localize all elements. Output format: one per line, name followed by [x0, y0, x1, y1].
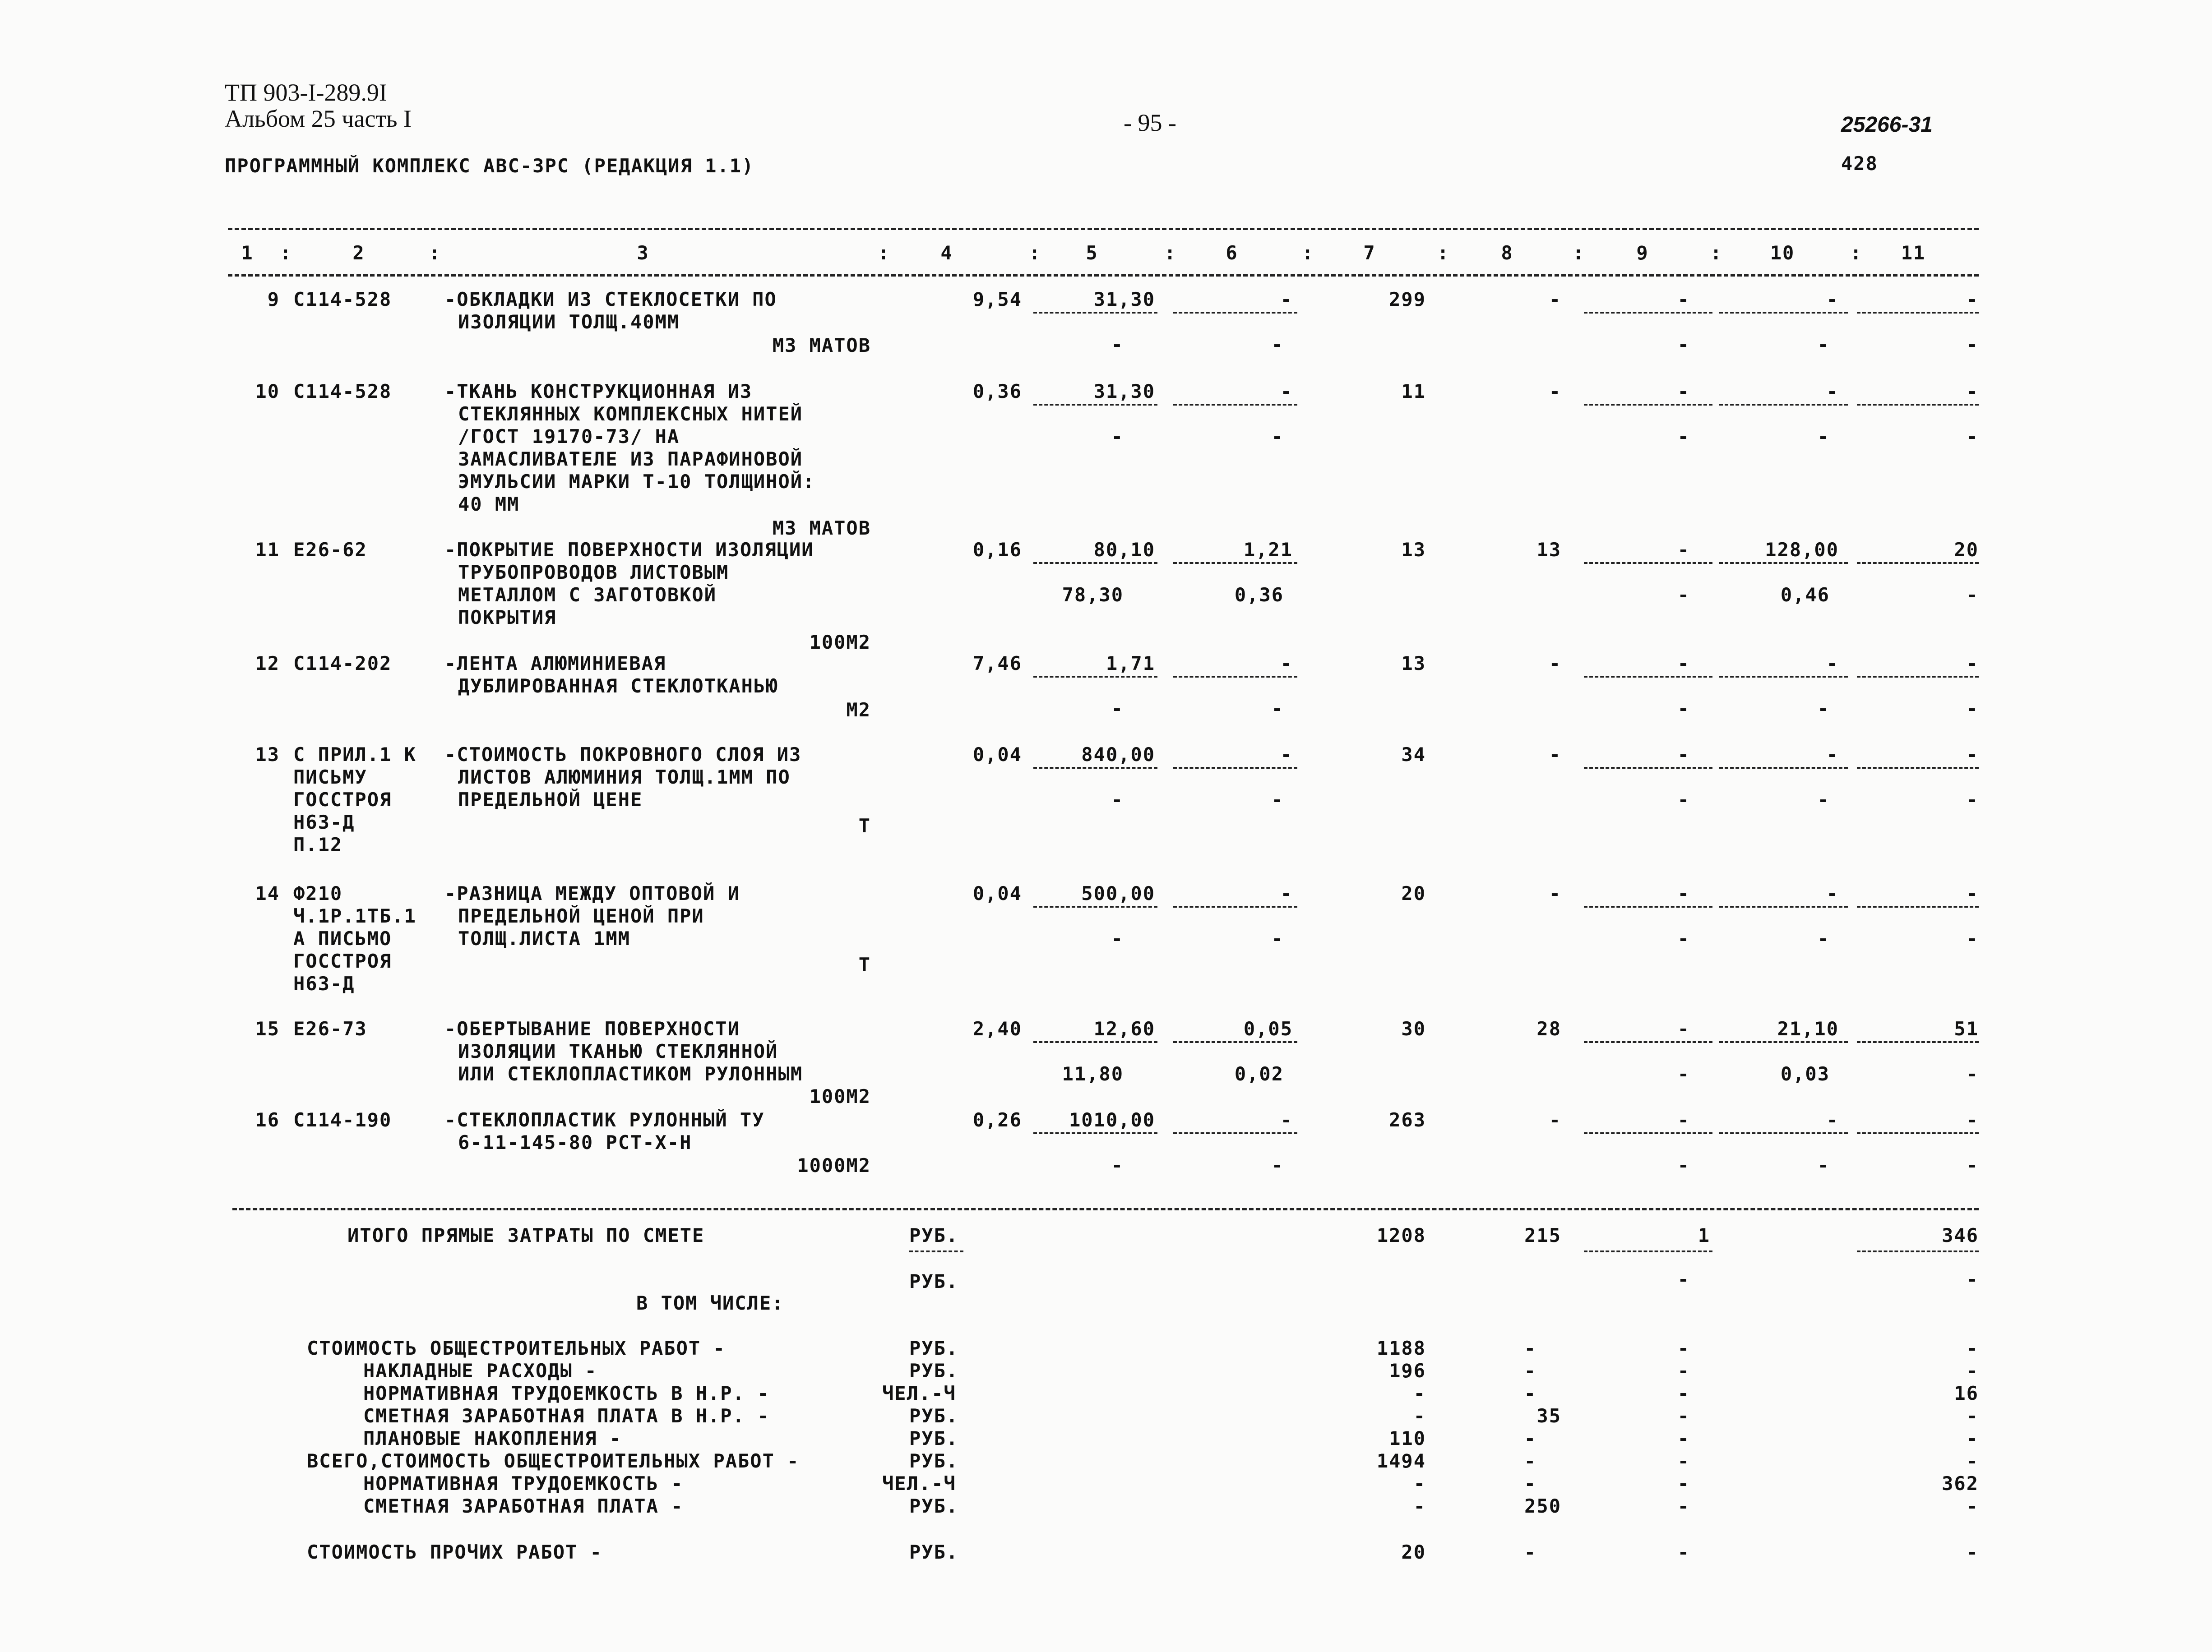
row-wages: - [1549, 743, 1561, 766]
total-c11: 346 [1942, 1224, 1979, 1246]
total-c8: 215 [1524, 1224, 1561, 1246]
row-divider [1584, 1041, 1712, 1043]
row-c10-value: - [1826, 1109, 1839, 1131]
row-code: C114-202 [293, 652, 392, 674]
summary-c9: - [1677, 1427, 1690, 1449]
row-number: 16 [255, 1109, 280, 1131]
row-c11-value: 51 [1954, 1018, 1979, 1040]
summary-c8: - [1524, 1472, 1536, 1495]
row-unit: 100М2 [809, 631, 871, 653]
column-number-8: 8 [1501, 242, 1513, 264]
row-description: ЭМУЛЬСИИ МАРКИ Т-10 ТОЛЩИНОЙ: [458, 471, 815, 493]
summary-unit: РУБ. [909, 1541, 959, 1563]
row-c11-value: - [1966, 882, 1979, 904]
row-code: C114-528 [293, 380, 392, 402]
row-c9-value: - [1677, 1109, 1690, 1131]
row-divider [1857, 676, 1979, 678]
row-unit: М3 МАТОВ [772, 334, 871, 356]
row-code: П.12 [293, 834, 343, 856]
row-c10-sub: - [1817, 697, 1830, 720]
summary-label: СТОИМОСТЬ ПРОЧИХ РАБОТ - [307, 1541, 602, 1563]
row-c11-value: - [1966, 652, 1979, 674]
row-code: ГОССТРОЯ [293, 950, 392, 972]
column-number-5: 5 [1086, 242, 1098, 264]
summary-c8: 35 [1536, 1405, 1561, 1427]
summary-c7: 1188 [1376, 1337, 1426, 1359]
row-unit-price-sub: - [1111, 1154, 1124, 1176]
summary-c8: - [1524, 1337, 1536, 1359]
summary-c11: 16 [1954, 1382, 1979, 1404]
row-c10-value: - [1826, 288, 1839, 310]
row-c11-value: - [1966, 380, 1979, 402]
row-quantity: 0,26 [972, 1109, 1022, 1131]
column-separator: : [1850, 242, 1863, 264]
row-quantity: 0,04 [972, 743, 1022, 766]
row-number: 9 [267, 288, 280, 310]
row-c10-sub: - [1817, 928, 1830, 950]
row-divider [1719, 1041, 1848, 1043]
row-divider [1173, 767, 1297, 769]
row-wages: - [1549, 882, 1561, 904]
summary-c7: 1494 [1376, 1450, 1426, 1472]
row-unit-price-sub: 78,30 [1062, 584, 1124, 606]
column-number-3: 3 [637, 242, 649, 264]
row-unit-price: 12,60 [1093, 1018, 1155, 1040]
row-total: 13 [1401, 539, 1426, 561]
row-divider [1857, 312, 1979, 314]
row-c9-sub: - [1677, 697, 1690, 720]
row-description: 6-11-145-80 РСТ-Х-Н [458, 1131, 692, 1154]
row-wages: 13 [1536, 539, 1561, 561]
row-quantity: 2,40 [972, 1018, 1022, 1040]
summary-label: СМЕТНАЯ ЗАРАБОТНАЯ ПЛАТА В Н.Р. - [363, 1405, 770, 1427]
row-number: 14 [255, 882, 280, 904]
row-description: /ГОСТ 19170-73/ НА [458, 425, 680, 448]
header-bottom-rule [228, 274, 1979, 277]
row-total: 20 [1401, 882, 1426, 904]
summary-label: ВСЕГО,СТОИМОСТЬ ОБЩЕСТРОИТЕЛЬНЫХ РАБОТ - [307, 1450, 800, 1472]
row-c9-value: - [1677, 743, 1690, 766]
summary-label: ПЛАНОВЫЕ НАКОПЛЕНИЯ - [363, 1427, 622, 1449]
row-description: ИЗОЛЯЦИИ ТОЛЩ.40ММ [458, 311, 680, 333]
row-divider [1584, 676, 1712, 678]
column-separator: : [1302, 242, 1314, 264]
summary-c11: - [1966, 1337, 1979, 1359]
row-unit-price-sub: - [1111, 333, 1124, 355]
column-separator: : [429, 242, 441, 264]
row-quantity: 9,54 [972, 288, 1022, 310]
row-number: 11 [255, 539, 280, 561]
row-number: 15 [255, 1018, 280, 1040]
row-code: ПИСЬМУ [293, 766, 367, 788]
row-total: 299 [1389, 288, 1426, 310]
summary-c9: - [1677, 1405, 1690, 1427]
summary-label: НОРМАТИВНАЯ ТРУДОЕМКОСТЬ В Н.Р. - [363, 1382, 770, 1404]
summary-c9: - [1677, 1450, 1690, 1472]
row-unit-price: 1010,00 [1069, 1109, 1155, 1131]
summary-unit: РУБ. [909, 1450, 959, 1472]
row-divider [1033, 1132, 1157, 1134]
row-divider [1584, 906, 1712, 908]
summary-c9: - [1677, 1337, 1690, 1359]
row-c10-value: - [1826, 380, 1839, 402]
row-unit-price: 31,30 [1093, 288, 1155, 310]
row-divider [1033, 676, 1157, 678]
row-c6-sub: - [1271, 1154, 1284, 1176]
row-c6-value: - [1280, 743, 1293, 766]
row-c10-sub: - [1817, 425, 1830, 448]
row-total: 263 [1389, 1109, 1426, 1131]
row-c11-sub: - [1966, 789, 1979, 811]
row-description: -ОБКЛАДКИ ИЗ СТЕКЛОСЕТКИ ПО [444, 288, 777, 310]
row-divider [1719, 312, 1848, 314]
row-c6-sub: 0,02 [1234, 1063, 1284, 1085]
summary-c7: - [1413, 1472, 1426, 1495]
row-code: C ПРИЛ.1 К [293, 743, 416, 766]
row-c6-value: - [1280, 380, 1293, 402]
summary-c9: - [1677, 1472, 1690, 1495]
row-c11-sub: - [1966, 697, 1979, 720]
row-c6-sub: - [1271, 789, 1284, 811]
row-c6-sub: 0,36 [1234, 584, 1284, 606]
row-c9-value: - [1677, 1018, 1690, 1040]
row-c6-value: 0,05 [1243, 1018, 1293, 1040]
row-description: 40 ММ [458, 493, 520, 515]
row-c11-sub: - [1966, 1154, 1979, 1176]
total-c11-underline [1857, 1251, 1979, 1252]
row-number: 13 [255, 743, 280, 766]
row-c10-sub: - [1817, 333, 1830, 355]
row-divider [1033, 404, 1157, 406]
column-number-7: 7 [1363, 242, 1376, 264]
row-description: МЕТАЛЛОМ С ЗАГОТОВКОЙ [458, 584, 717, 606]
row-divider [1857, 906, 1979, 908]
column-number-10: 10 [1770, 242, 1795, 264]
row-description: ИЛИ СТЕКЛОПЛАСТИКОМ РУЛОННЫМ [458, 1063, 803, 1085]
summary-unit: РУБ. [909, 1337, 959, 1359]
row-description: -ТКАНЬ КОНСТРУКЦИОННАЯ ИЗ [444, 380, 753, 402]
summary-c7: 110 [1389, 1427, 1426, 1449]
column-separator: : [1029, 242, 1041, 264]
summary-c8: - [1524, 1450, 1536, 1472]
total-c7: 1208 [1376, 1224, 1426, 1246]
sheet-number: 428 [1841, 152, 1878, 175]
row-code: ГОССТРОЯ [293, 789, 392, 811]
row-code: Ф210 [293, 882, 343, 904]
summary-c11: 362 [1942, 1472, 1979, 1495]
row-c9-sub: - [1677, 928, 1690, 950]
row-c6-value: 1,21 [1243, 539, 1293, 561]
row-unit-price: 840,00 [1081, 743, 1155, 766]
row-description: ЗАМАСЛИВАТЕЛЕ ИЗ ПАРАФИНОВОЙ [458, 448, 803, 470]
row-c9-sub: - [1677, 789, 1690, 811]
column-separator: : [280, 242, 292, 264]
summary-c7: 20 [1401, 1541, 1426, 1563]
row-description: -ПОКРЫТИЕ ПОВЕРХНОСТИ ИЗОЛЯЦИИ [444, 539, 814, 561]
row-c6-value: - [1280, 882, 1293, 904]
row-description: ИЗОЛЯЦИИ ТКАНЬЮ СТЕКЛЯННОЙ [458, 1040, 778, 1062]
row-unit: М3 МАТОВ [772, 517, 871, 539]
row-c9-value: - [1677, 539, 1690, 561]
row-divider [1033, 767, 1157, 769]
row-unit-price-sub: - [1111, 789, 1124, 811]
summary-label: НОРМАТИВНАЯ ТРУДОЕМКОСТЬ - [363, 1472, 684, 1495]
summary-c7: - [1413, 1405, 1426, 1427]
column-separator: : [1437, 242, 1450, 264]
row-number: 10 [255, 380, 280, 402]
summary-label: НАКЛАДНЫЕ РАСХОДЫ - [363, 1360, 597, 1382]
sub-unit: РУБ. [909, 1270, 959, 1292]
row-divider [1173, 906, 1297, 908]
row-c10-sub: - [1817, 1154, 1830, 1176]
summary-c9: - [1677, 1382, 1690, 1404]
summary-c9: - [1677, 1495, 1690, 1517]
row-c11-sub: - [1966, 1063, 1979, 1085]
row-c11-sub: - [1966, 333, 1979, 355]
row-wages: 28 [1536, 1018, 1561, 1040]
summary-unit: РУБ. [909, 1427, 959, 1449]
row-description: -СТОИМОСТЬ ПОКРОВНОГО СЛОЯ ИЗ [444, 743, 802, 766]
row-c10-sub: 0,46 [1780, 584, 1830, 606]
row-divider [1857, 1041, 1979, 1043]
row-quantity: 0,04 [972, 882, 1022, 904]
summary-c11: - [1966, 1541, 1979, 1563]
row-wages: - [1549, 288, 1561, 310]
row-c9-sub: - [1677, 333, 1690, 355]
row-c10-sub: 0,03 [1780, 1063, 1830, 1085]
row-divider [1173, 676, 1297, 678]
row-divider [1173, 1132, 1297, 1134]
column-separator: : [1573, 242, 1585, 264]
summary-label: СТОИМОСТЬ ОБЩЕСТРОИТЕЛЬНЫХ РАБОТ - [307, 1337, 726, 1359]
row-unit-price-sub: 11,80 [1062, 1063, 1124, 1085]
table-end-rule [232, 1208, 1979, 1210]
row-c11-value: - [1966, 288, 1979, 310]
row-c9-sub: - [1677, 1063, 1690, 1085]
summary-label: СМЕТНАЯ ЗАРАБОТНАЯ ПЛАТА - [363, 1495, 684, 1517]
summary-c8: 250 [1524, 1495, 1561, 1517]
row-divider [1033, 1041, 1157, 1043]
row-quantity: 0,16 [972, 539, 1022, 561]
row-code: E26-73 [293, 1018, 367, 1040]
row-total: 11 [1401, 380, 1426, 402]
row-c9-value: - [1677, 288, 1690, 310]
column-separator: : [1164, 242, 1177, 264]
summary-c11: - [1966, 1405, 1979, 1427]
summary-unit: РУБ. [909, 1405, 959, 1427]
row-divider [1584, 404, 1712, 406]
total-unit: РУБ. [909, 1224, 959, 1246]
row-c11-sub: - [1966, 425, 1979, 448]
row-divider [1584, 1132, 1712, 1134]
album-label: Альбом 25 часть I [225, 105, 412, 132]
row-unit-price-sub: - [1111, 425, 1124, 448]
total-c9-underline [1584, 1251, 1712, 1252]
row-wages: - [1549, 1109, 1561, 1131]
row-divider [1584, 312, 1712, 314]
row-divider [1584, 562, 1712, 564]
row-divider [1173, 562, 1297, 564]
summary-c8: - [1524, 1541, 1536, 1563]
column-number-6: 6 [1226, 242, 1238, 264]
row-unit-price: 1,71 [1106, 652, 1155, 674]
row-description: -РАЗНИЦА МЕЖДУ ОПТОВОЙ И [444, 882, 740, 904]
row-c9-sub: - [1677, 425, 1690, 448]
column-number-11: 11 [1901, 242, 1926, 264]
column-separator: : [1710, 242, 1723, 264]
row-wages: - [1549, 380, 1561, 402]
summary-c8: - [1524, 1360, 1536, 1382]
column-number-4: 4 [940, 242, 953, 264]
row-c11-sub: - [1966, 928, 1979, 950]
row-c10-value: 128,00 [1765, 539, 1839, 561]
summary-c9: - [1677, 1360, 1690, 1382]
row-divider [1857, 1132, 1979, 1134]
summary-c7: - [1413, 1495, 1426, 1517]
summary-c11: - [1966, 1495, 1979, 1517]
row-unit-price: 80,10 [1093, 539, 1155, 561]
row-quantity: 0,36 [972, 380, 1022, 402]
row-description: -ЛЕНТА АЛЮМИНИЕВАЯ [444, 652, 666, 674]
row-description: ПОКРЫТИЯ [458, 606, 557, 628]
row-divider [1719, 767, 1848, 769]
sub-c11: - [1966, 1268, 1979, 1290]
row-divider [1033, 562, 1157, 564]
inventory-number: 25266-31 [1841, 113, 1933, 137]
summary-c11: - [1966, 1360, 1979, 1382]
program-title: ПРОГРАММНЫЙ КОМПЛЕКС АВС-3РС (РЕДАКЦИЯ 1.1) [225, 155, 754, 177]
row-description: ПРЕДЕЛЬНОЙ ЦЕНЕ [458, 789, 643, 811]
row-c6-sub: - [1271, 697, 1284, 720]
summary-c7: - [1413, 1382, 1426, 1404]
row-code: C114-190 [293, 1109, 392, 1131]
row-c9-sub: - [1677, 1154, 1690, 1176]
summary-c8: - [1524, 1382, 1536, 1404]
row-description: СТЕКЛЯННЫХ КОМПЛЕКСНЫХ НИТЕЙ [458, 403, 803, 425]
row-divider [1719, 906, 1848, 908]
row-c9-value: - [1677, 380, 1690, 402]
summary-c7: 196 [1389, 1360, 1426, 1382]
row-c6-sub: - [1271, 928, 1284, 950]
row-code: C114-528 [293, 288, 392, 310]
doc-code: ТП 903-I-289.9I [225, 79, 387, 106]
row-c10-sub: - [1817, 789, 1830, 811]
including-label: В ТОМ ЧИСЛЕ: [636, 1292, 784, 1314]
row-divider [1584, 767, 1712, 769]
row-unit-price: 500,00 [1081, 882, 1155, 904]
total-c9: 1 [1698, 1224, 1710, 1246]
column-number-2: 2 [352, 242, 365, 264]
row-divider [1719, 562, 1848, 564]
summary-unit: РУБ. [909, 1495, 959, 1517]
header-top-rule [228, 228, 1979, 230]
row-wages: - [1549, 652, 1561, 674]
row-c6-value: - [1280, 288, 1293, 310]
row-unit: Т [858, 954, 871, 976]
summary-unit: ЧЕЛ.-Ч [882, 1382, 956, 1404]
row-unit-price-sub: - [1111, 928, 1124, 950]
row-code: Н63-Д [293, 973, 355, 995]
summary-c8: - [1524, 1427, 1536, 1449]
row-description: ТОЛЩ.ЛИСТА 1ММ [458, 928, 631, 950]
row-description: -ОБЕРТЫВАНИЕ ПОВЕРХНОСТИ [444, 1018, 740, 1040]
row-total: 34 [1401, 743, 1426, 766]
row-divider [1173, 404, 1297, 406]
sub-c9: - [1677, 1268, 1690, 1290]
row-total: 30 [1401, 1018, 1426, 1040]
summary-c11: - [1966, 1450, 1979, 1472]
row-divider [1857, 767, 1979, 769]
row-divider [1173, 1041, 1297, 1043]
summary-c11: - [1966, 1427, 1979, 1449]
column-separator: : [878, 242, 890, 264]
row-quantity: 7,46 [972, 652, 1022, 674]
row-c9-value: - [1677, 882, 1690, 904]
row-number: 12 [255, 652, 280, 674]
row-description: ЛИСТОВ АЛЮМИНИЯ ТОЛЩ.1ММ ПО [458, 766, 791, 788]
row-unit-price: 31,30 [1093, 380, 1155, 402]
row-c9-sub: - [1677, 584, 1690, 606]
row-divider [1173, 312, 1297, 314]
row-divider [1719, 676, 1848, 678]
row-c11-sub: - [1966, 584, 1979, 606]
row-c6-sub: - [1271, 425, 1284, 448]
row-code: А ПИСЬМО [293, 928, 392, 950]
row-c10-value: - [1826, 652, 1839, 674]
row-c10-value: 21,10 [1777, 1018, 1839, 1040]
row-unit: Т [858, 815, 871, 837]
row-description: ДУБЛИРОВАННАЯ СТЕКЛОТКАНЬЮ [458, 675, 778, 697]
row-divider [1033, 906, 1157, 908]
summary-unit: ЧЕЛ.-Ч [882, 1472, 956, 1495]
row-code: E26-62 [293, 539, 367, 561]
total-unit-underline [909, 1251, 963, 1252]
row-unit-price-sub: - [1111, 697, 1124, 720]
row-c9-value: - [1677, 652, 1690, 674]
page-number: - 95 - [1124, 109, 1176, 136]
summary-c9: - [1677, 1541, 1690, 1563]
row-unit: 100М2 [809, 1085, 871, 1107]
row-c6-value: - [1280, 1109, 1293, 1131]
row-c6-sub: - [1271, 333, 1284, 355]
row-total: 13 [1401, 652, 1426, 674]
row-c11-value: 20 [1954, 539, 1979, 561]
row-c10-value: - [1826, 743, 1839, 766]
row-divider [1857, 404, 1979, 406]
row-code: Ч.1Р.1ТБ.1 [293, 905, 416, 927]
row-code: Н63-Д [293, 811, 355, 833]
row-description: ПРЕДЕЛЬНОЙ ЦЕНОЙ ПРИ [458, 905, 704, 927]
row-c6-value: - [1280, 652, 1293, 674]
row-c11-value: - [1966, 1109, 1979, 1131]
column-number-1: 1 [241, 242, 254, 264]
row-c11-value: - [1966, 743, 1979, 766]
row-unit: 1000М2 [797, 1154, 871, 1177]
row-divider [1857, 562, 1979, 564]
row-divider [1033, 312, 1157, 314]
row-unit: М2 [846, 699, 871, 721]
row-c10-value: - [1826, 882, 1839, 904]
row-divider [1719, 404, 1848, 406]
summary-unit: РУБ. [909, 1360, 959, 1382]
row-divider [1719, 1132, 1848, 1134]
column-number-9: 9 [1636, 242, 1649, 264]
row-description: ТРУБОПРОВОДОВ ЛИСТОВЫМ [458, 561, 729, 583]
total-label: ИТОГО ПРЯМЫЕ ЗАТРАТЫ ПО СМЕТЕ [347, 1224, 705, 1246]
row-description: -СТЕКЛОПЛАСТИК РУЛОННЫЙ ТУ [444, 1109, 765, 1131]
